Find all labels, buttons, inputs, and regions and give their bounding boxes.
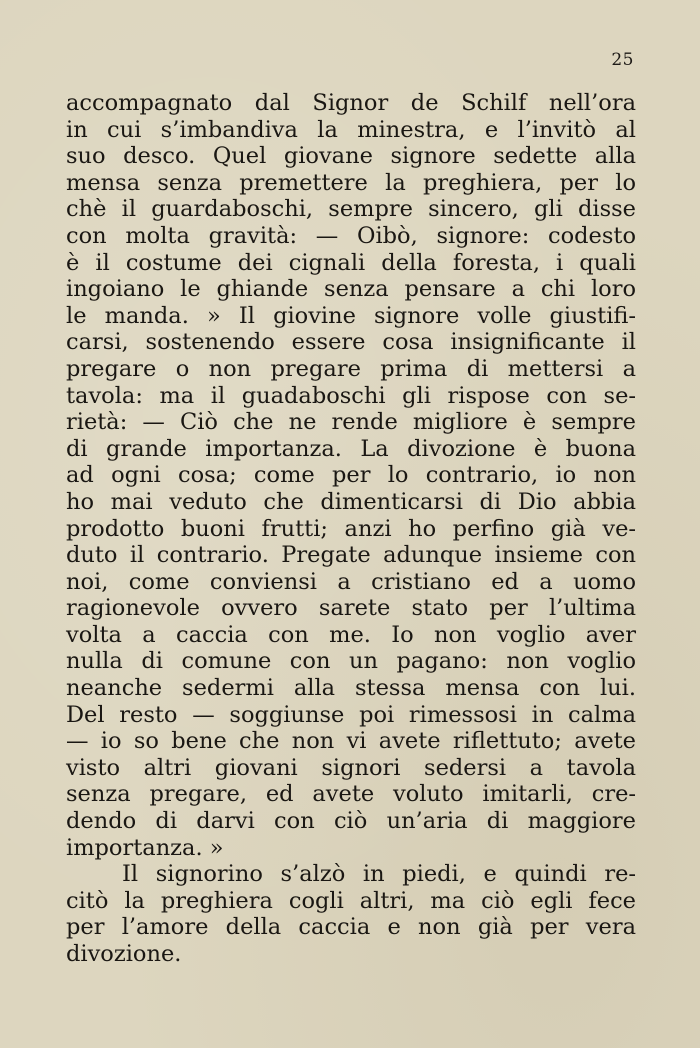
text-line: mensa senza premettere la preghiera, per lo [66, 169, 636, 196]
text-line: accompagnato dal Signor de Schilf nell’ora [66, 90, 636, 116]
text-line: carsi, sostenendo essere cosa insignificante il [66, 329, 636, 356]
text-line: prodotto buoni frutti; anzi ho perfino già ve- [66, 515, 636, 542]
text-line: Il signorino s’alzò in piedi, e quindi re- [122, 861, 636, 888]
text-line: suo desco. Quel giovane signore sedette alla [66, 143, 636, 170]
text-line: è il costume dei cignali della foresta, i quali [66, 249, 636, 276]
text-line: volta a caccia con me. Io non voglio aver [66, 621, 636, 648]
text-line: Del resto — soggiunse poi rimessosi in calma [66, 701, 636, 728]
text-line: duto il contrario. Pregate adunque insieme con [66, 542, 636, 569]
text-line: rietà: — Ciò che ne rende migliore è sempre [66, 409, 636, 436]
text-line: in cui s’imbandiva la minestra, e l’invitò al [66, 116, 636, 143]
text-line: tavola: ma il guadaboschi gli rispose con se- [66, 382, 636, 409]
text-line: noi, come conviensi a cristiano ed a uomo [66, 568, 636, 595]
text-line: di grande importanza. La divozione è buona [66, 435, 636, 462]
page-number: 25 [611, 50, 634, 70]
text-line: ad ogni cosa; come per lo contrario, io non [66, 462, 636, 489]
text-line: per l’amore della caccia e non già per vera [66, 914, 636, 941]
text-line: ho mai veduto che dimenticarsi di Dio abbia [66, 488, 636, 515]
text-line: — io so bene che non vi avete riflettuto; avete [66, 728, 636, 755]
body-text [66, 90, 636, 968]
text-line: le manda. » Il giovine signore volle giustifi- [66, 302, 636, 329]
text-line: senza pregare, ed avete voluto imitarli, cre- [66, 781, 636, 808]
text-line: ingoiano le ghiande senza pensare a chi loro [66, 276, 636, 303]
text-line: divozione. [66, 941, 182, 967]
text-line: chè il guardaboschi, sempre sincero, gli disse [66, 196, 636, 223]
text-line: dendo di darvi con ciò un’aria di maggiore [66, 808, 636, 835]
text-line: importanza. » [66, 834, 224, 861]
text-line: ragionevole ovvero sarete stato per l’ultima [66, 595, 636, 622]
text-line: visto altri giovani signori sedersi a tavola [66, 754, 636, 781]
text-line: neanche sedermi alla stessa mensa con lui. [66, 675, 636, 702]
text-line: pregare o non pregare prima di mettersi a [66, 355, 636, 382]
text-line: citò la preghiera cogli altri, ma ciò egli fece [66, 887, 636, 914]
text-line: nulla di comune con un pagano: non voglio [66, 648, 636, 675]
text-line: con molta gravità: — Oibò, signore: codesto [66, 222, 636, 249]
